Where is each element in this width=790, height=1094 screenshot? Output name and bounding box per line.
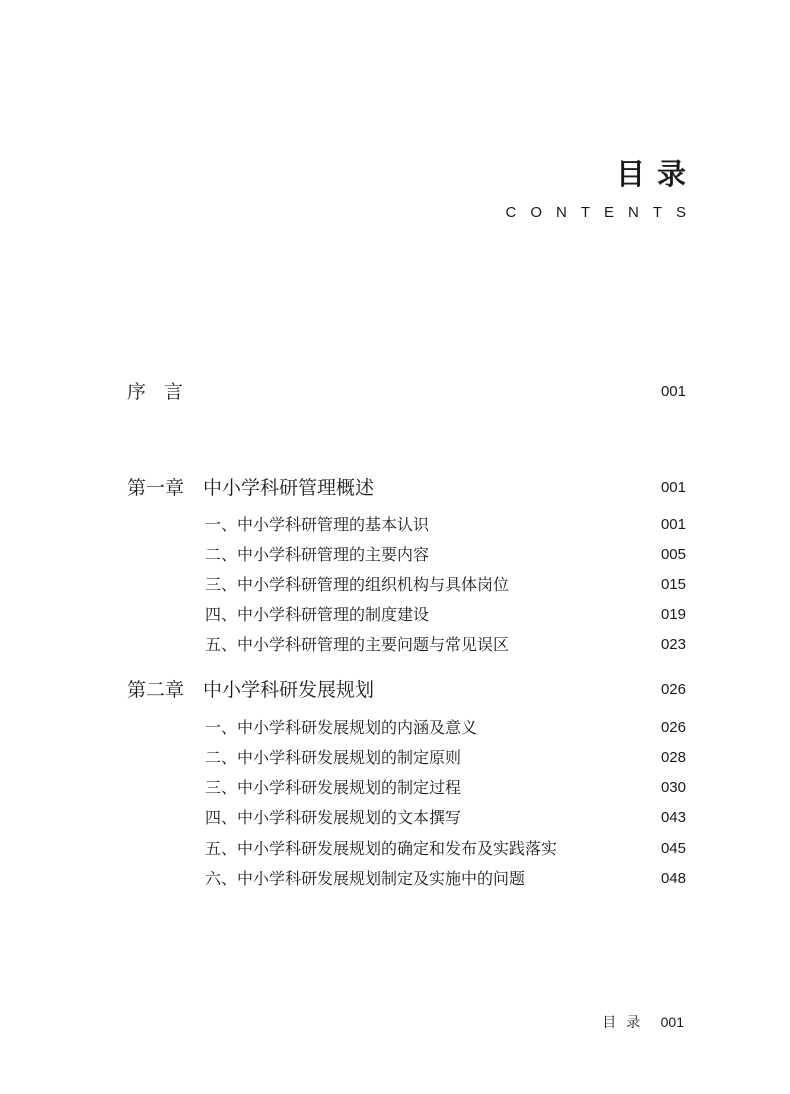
- toc-entry-page: 043: [660, 809, 686, 826]
- toc-chapter-1[interactable]: [0, 474, 790, 502]
- section-title: 五、中小学科研发展规划的确定和发布及实践落实: [205, 839, 558, 858]
- toc-section[interactable]: [0, 804, 790, 832]
- page-subtitle: CONTENTS: [505, 204, 700, 221]
- toc-section[interactable]: [0, 865, 790, 893]
- toc-entry-page: 026: [660, 719, 686, 736]
- toc-section[interactable]: [0, 601, 790, 629]
- toc-section[interactable]: [0, 571, 790, 599]
- toc-entry-preface[interactable]: [0, 378, 790, 406]
- toc-entry-page: 015: [660, 576, 686, 593]
- page-number: 001: [660, 1014, 684, 1030]
- section-title: 二、中小学科研管理的主要内容: [205, 545, 430, 564]
- toc-section[interactable]: [0, 744, 790, 772]
- toc-entry-page: 030: [660, 779, 686, 796]
- toc-entry-title: 序言: [127, 381, 202, 403]
- section-title: 三、中小学科研管理的组织机构与具体岗位: [205, 575, 510, 594]
- toc-section[interactable]: [0, 774, 790, 802]
- section-title: 三、中小学科研发展规划的制定过程: [205, 778, 462, 797]
- section-title: 四、中小学科研管理的制度建设: [205, 605, 430, 624]
- toc-entry-page: 028: [660, 749, 686, 766]
- section-title: 四、中小学科研发展规划的文本撰写: [205, 808, 462, 827]
- section-title: 五、中小学科研管理的主要问题与常见误区: [205, 635, 510, 654]
- toc-header: [505, 157, 700, 221]
- toc-entry-page: 048: [660, 870, 686, 887]
- toc-section[interactable]: [0, 631, 790, 659]
- toc-entry-page: 023: [660, 636, 686, 653]
- chapter-number: 第二章: [127, 679, 185, 701]
- toc-entry-page: 001: [660, 516, 686, 533]
- toc-entry-page: 019: [660, 606, 686, 623]
- toc-chapter-2[interactable]: [0, 676, 790, 704]
- running-title: 目录: [602, 1015, 651, 1031]
- section-title: 二、中小学科研发展规划的制定原则: [205, 748, 462, 767]
- section-title: 六、中小学科研发展规划制定及实施中的问题: [205, 869, 526, 888]
- toc-entry-page: 045: [660, 840, 686, 857]
- toc-entry-page: 001: [660, 383, 686, 400]
- toc-entry-page: 001: [660, 479, 686, 496]
- page-footer: [602, 1012, 684, 1033]
- toc-section[interactable]: [0, 835, 790, 863]
- page-title: 目录: [615, 157, 698, 191]
- chapter-title: 中小学科研发展规划: [203, 679, 375, 701]
- toc-entry-page: 026: [660, 681, 686, 698]
- chapter-number: 第一章: [127, 477, 185, 499]
- section-title: 一、中小学科研管理的基本认识: [205, 515, 430, 534]
- section-title: 一、中小学科研发展规划的内涵及意义: [205, 718, 478, 737]
- chapter-title: 中小学科研管理概述: [203, 477, 375, 499]
- toc-section[interactable]: [0, 714, 790, 742]
- toc-entry-page: 005: [660, 546, 686, 563]
- toc-section[interactable]: [0, 511, 790, 539]
- toc-section[interactable]: [0, 541, 790, 569]
